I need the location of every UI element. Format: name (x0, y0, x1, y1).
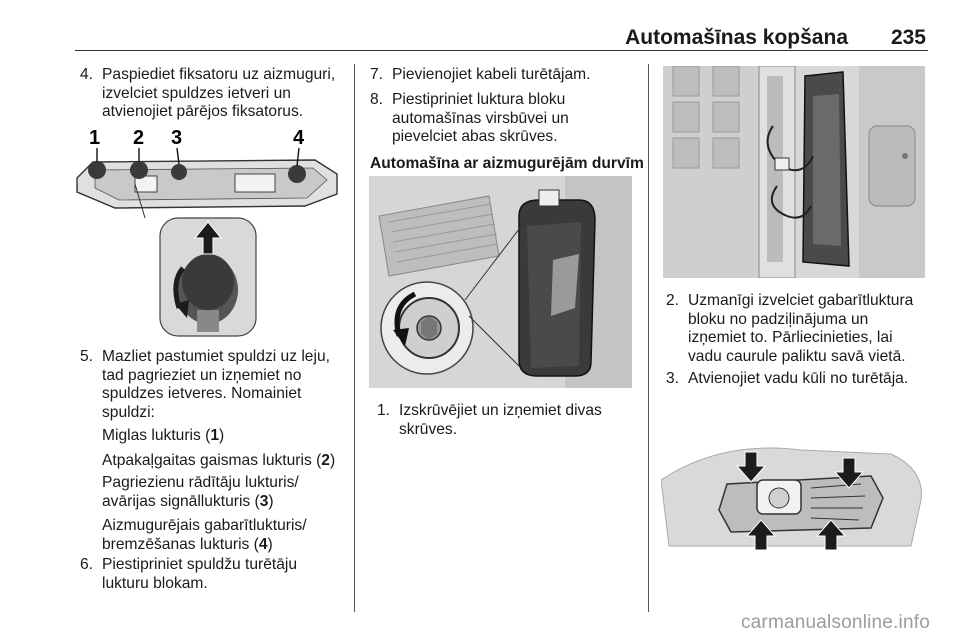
column-divider-left (354, 64, 355, 612)
step-number: 6. (80, 556, 94, 573)
callout-4: 4 (293, 127, 305, 149)
bulb-number: 4 (258, 535, 268, 553)
step-text: Izskrūvējiet un izņemiet divas skrūves. (399, 402, 602, 438)
section-heading: Automašīna ar aizmugurējām durvīm (370, 155, 644, 172)
step-number: 2. (666, 292, 680, 309)
step-6 (80, 556, 346, 593)
step-5 (80, 348, 346, 422)
bulb-carrier-illustration (75, 122, 345, 340)
bulb-holder-clips-illustration (661, 440, 925, 558)
callout-2: 2 (133, 127, 145, 149)
bulb-reversing-light (102, 452, 352, 471)
bulb-paren: ) (267, 535, 273, 553)
running-header-title: Automašīnas kopšana (625, 26, 848, 49)
callout-3: 3 (171, 127, 183, 149)
step-text: Piestipriniet spuldžu turētāju lukturu blokam. (102, 556, 298, 592)
bulb-fog-light (102, 427, 348, 446)
bulb-label: Atpakaļgaitas gaismas lukturis ( (102, 452, 322, 469)
callout-1: 1 (89, 127, 101, 149)
bulb-paren: ) (268, 492, 274, 510)
screw-removal-illustration (369, 176, 632, 388)
step-3 (666, 370, 930, 389)
step-number: 1. (377, 402, 391, 419)
step-number: 3. (666, 370, 680, 387)
bulb-label: Pagriezienu rādītāju lukturis/ avārijas signāllukturis ( (102, 474, 299, 510)
bulb-number: 1 (210, 427, 219, 444)
bulb-turn-signal (102, 474, 338, 511)
step-number: 8. (370, 91, 384, 108)
bulb-label: Aizmugurējais gabarītlukturis/ bremzēšanas lukturis ( (102, 517, 307, 553)
column-divider-right (648, 64, 649, 612)
step-text: Pievienojiet kabeli turētājam. (392, 66, 591, 83)
step-number: 5. (80, 348, 94, 365)
step-7 (370, 66, 640, 85)
page-number: 235 (890, 26, 926, 49)
step-text: Mazliet pastumiet spuldzi uz leju, tad pagrieziet un izņemiet no spuldzes ietveres. Nomainiet spuldzi: (102, 348, 330, 421)
watermark: carmanualsonline.info (740, 612, 930, 633)
step-number: 7. (370, 66, 384, 83)
tail-light-removal-illustration (663, 66, 925, 278)
header-rule (75, 50, 928, 51)
bulb-label: Miglas lukturis ( (102, 427, 211, 444)
step-number: 4. (80, 66, 94, 83)
bulb-paren: ) (219, 427, 225, 444)
bulb-paren: ) (329, 452, 336, 469)
bulb-number: 2 (321, 452, 330, 469)
step-text: Piestipriniet luktura bloku automašīnas virsbūvei un pievelciet abas skrūves. (392, 91, 569, 145)
step-1 (377, 402, 639, 439)
step-8 (370, 91, 602, 147)
step-4 (80, 66, 346, 122)
step-text: Atvienojiet vadu kūli no turētāja. (688, 370, 909, 387)
bulb-number: 3 (259, 492, 269, 510)
step-2 (666, 292, 930, 366)
bulb-tail-brake-light (102, 517, 338, 554)
step-text: Uzmanīgi izvelciet gabarītluktura bloku no padziļinājuma un izņemiet to. Pārliecinieties, lai vadu caurule paliktu savā vietā. (688, 292, 914, 365)
step-text: Paspiediet fiksatoru uz aizmuguri, izvelciet spuldzes ietveri un atvienojiet pārējos fiksatorus. (102, 66, 336, 120)
